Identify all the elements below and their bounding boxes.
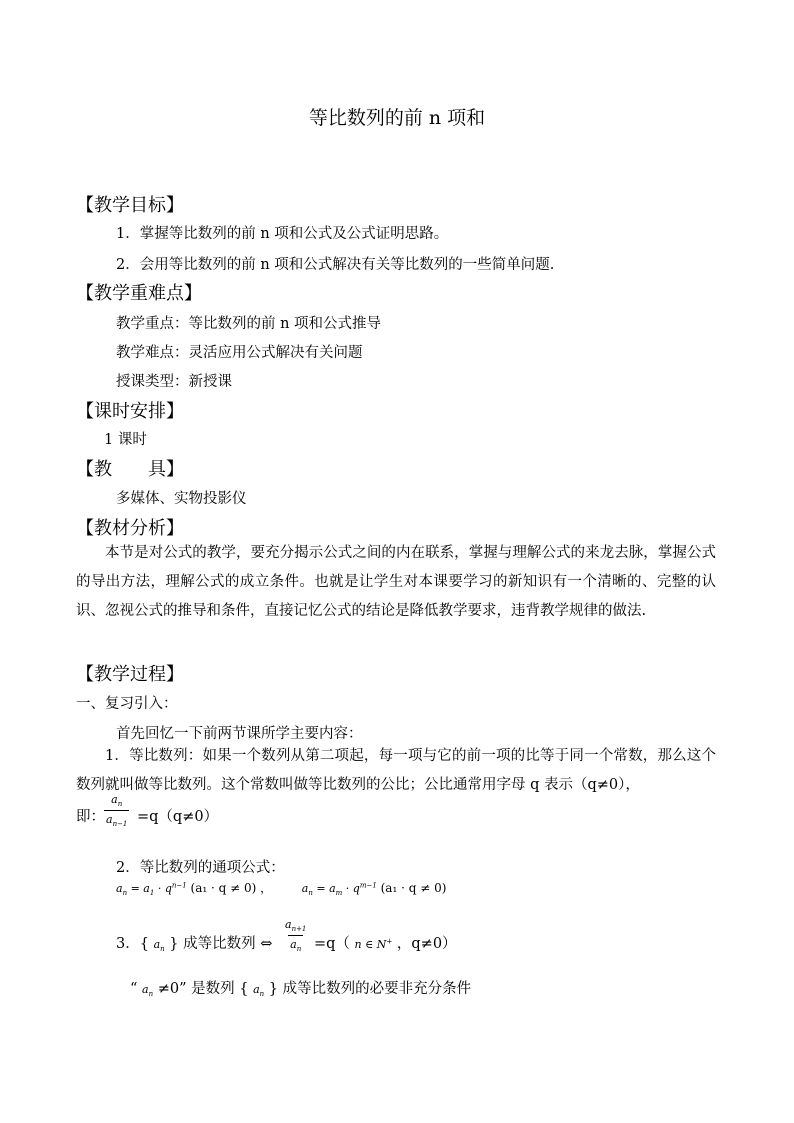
item3-n-in-N: n ∈ N+ — [354, 937, 393, 951]
lesson-type: 授课类型：新授课 — [116, 374, 232, 390]
ratio-rhs: =q（q≠0） — [137, 809, 219, 825]
cond-text-c: } 成等比数列的必要非充分条件 — [268, 981, 472, 997]
definition-paragraph: 1．等比数列：如果一个数列从第二项起，每一项与它的前一项的比等于同一个常数，那么这个数列就叫做等比数列。这个常数叫做等比数列的公比；公比通常用字母 q 表示（q≠0）， — [76, 748, 716, 793]
item3-text-d: ，q≠0） — [396, 936, 457, 952]
formula-2-lhs: $a_n = a_m \cdot q^{m-1}$ — [301, 881, 377, 898]
section-analysis-heading: 【教材分析】 — [76, 518, 184, 539]
item3-an: $a_n$ — [153, 938, 165, 954]
fraction-numerator: $a_n$ — [111, 793, 123, 809]
cond-an-2: $a_n$ — [253, 983, 265, 999]
condition-line — [130, 977, 471, 998]
formula-1-cond: (a₁ · q ≠ 0) — [190, 881, 257, 895]
analysis-paragraph: 本节是对公式的教学，要充分揭示公式之间的内在联系，掌握与理解公式的来龙去脉，掌握公式的导出方法，理解公式的成立条件。也就是让学生对本课要学习的新知识有一个清晰的、完整的认识、忽视公式的推导和条件，直接记忆公式的结论是降低教学要求，违背教学规律的做法. — [76, 545, 716, 619]
process-intro: 首先回忆一下前两节课所学主要内容： — [116, 726, 363, 742]
general-formula-line — [116, 879, 446, 897]
key-difficulty: 教学难点：灵活应用公式解决有关问题 — [116, 345, 363, 361]
cond-text-a: “ — [130, 981, 138, 997]
item3-fraction — [283, 918, 308, 953]
ji-label: 即： — [76, 809, 105, 825]
item3-text-c: =q（ — [314, 936, 350, 952]
formula-label: 2．等比数列的通项公式： — [116, 860, 285, 876]
tools-text: 多媒体、实物投影仪 — [116, 491, 247, 507]
item3-suffix — [314, 932, 457, 953]
item3-text-a: 3．{ — [116, 936, 149, 952]
section-process-heading: 【教学过程】 — [76, 664, 184, 685]
ratio-fraction — [104, 793, 129, 828]
section-tools-heading: 【教 具】 — [76, 459, 184, 480]
formula-separator: ， — [260, 881, 273, 895]
item3-prefix — [116, 932, 272, 953]
schedule-text: 1 课时 — [104, 432, 147, 448]
formula-2-cond: (a₁ · q ≠ 0) — [380, 881, 447, 895]
page-title: 等比数列的前 n 项和 — [308, 107, 486, 129]
item3-text-b: } 成等比数列 ⇔ — [169, 936, 273, 952]
section-schedule-heading: 【课时安排】 — [76, 401, 184, 422]
process-step-1: 一、复习引入： — [76, 696, 178, 712]
fraction-denominator: $a_{n-1}$ — [104, 810, 129, 828]
goal-item-2: 2．会用等比数列的前 n 项和公式解决有关等比数列的一些简单问题. — [116, 257, 555, 273]
item3-denominator: $a_n$ — [288, 935, 303, 953]
goal-item-1: 1．掌握等比数列的前 n 项和公式及公式证明思路。 — [116, 226, 449, 242]
cond-text-b: ≠0” 是数列 { — [157, 981, 249, 997]
section-goals-heading: 【教学目标】 — [76, 195, 184, 216]
cond-an: $a_n$ — [142, 983, 154, 999]
item3-numerator: $a_{n+1}$ — [285, 918, 307, 934]
key-focus: 教学重点：等比数列的前 n 项和公式推导 — [116, 316, 382, 332]
section-keypoints-heading: 【教学重难点】 — [76, 283, 202, 304]
formula-1-lhs: $a_n = a_1 \cdot q^{n-1}$ — [116, 881, 187, 898]
